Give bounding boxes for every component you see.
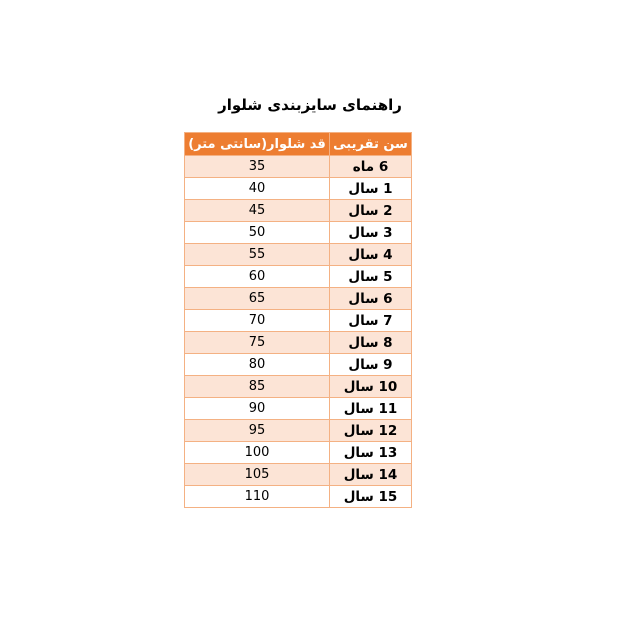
cell-age: 6 سال	[330, 288, 412, 310]
table-row	[185, 310, 412, 332]
cell-length: 45	[185, 200, 330, 222]
cell-length: 75	[185, 332, 330, 354]
cell-length: 40	[185, 178, 330, 200]
table-row	[185, 200, 412, 222]
table-row	[185, 222, 412, 244]
cell-age: 15 سال	[330, 486, 412, 508]
cell-age: 9 سال	[330, 354, 412, 376]
cell-age: 13 سال	[330, 442, 412, 464]
size-table	[184, 132, 412, 508]
table-row	[185, 332, 412, 354]
cell-length: 105	[185, 464, 330, 486]
cell-length: 60	[185, 266, 330, 288]
table-row	[185, 420, 412, 442]
table-row	[185, 288, 412, 310]
table-row	[185, 178, 412, 200]
cell-age: 12 سال	[330, 420, 412, 442]
cell-age: 1 سال	[330, 178, 412, 200]
cell-length: 110	[185, 486, 330, 508]
cell-length: 35	[185, 156, 330, 178]
table-row	[185, 442, 412, 464]
cell-age: 3 سال	[330, 222, 412, 244]
cell-age: 6 ماه	[330, 156, 412, 178]
table-row	[185, 266, 412, 288]
table-row	[185, 354, 412, 376]
cell-age: 2 سال	[330, 200, 412, 222]
cell-length: 100	[185, 442, 330, 464]
cell-length: 85	[185, 376, 330, 398]
cell-length: 70	[185, 310, 330, 332]
cell-length: 90	[185, 398, 330, 420]
cell-age: 8 سال	[330, 332, 412, 354]
table-row	[185, 244, 412, 266]
header-length: قد شلوار(سانتی متر)	[185, 133, 330, 156]
table-body	[185, 156, 412, 508]
cell-age: 10 سال	[330, 376, 412, 398]
cell-age: 4 سال	[330, 244, 412, 266]
cell-age: 7 سال	[330, 310, 412, 332]
cell-length: 80	[185, 354, 330, 376]
table-row	[185, 156, 412, 178]
cell-age: 14 سال	[330, 464, 412, 486]
table-row	[185, 464, 412, 486]
table-row	[185, 486, 412, 508]
cell-length: 55	[185, 244, 330, 266]
cell-length: 50	[185, 222, 330, 244]
cell-age: 5 سال	[330, 266, 412, 288]
table-header-row	[185, 133, 412, 156]
table-row	[185, 376, 412, 398]
cell-length: 65	[185, 288, 330, 310]
page-title: راهنمای سایزبندی شلوار	[218, 96, 402, 114]
header-age: سن تقریبی	[330, 133, 412, 156]
cell-length: 95	[185, 420, 330, 442]
table-row	[185, 398, 412, 420]
cell-age: 11 سال	[330, 398, 412, 420]
